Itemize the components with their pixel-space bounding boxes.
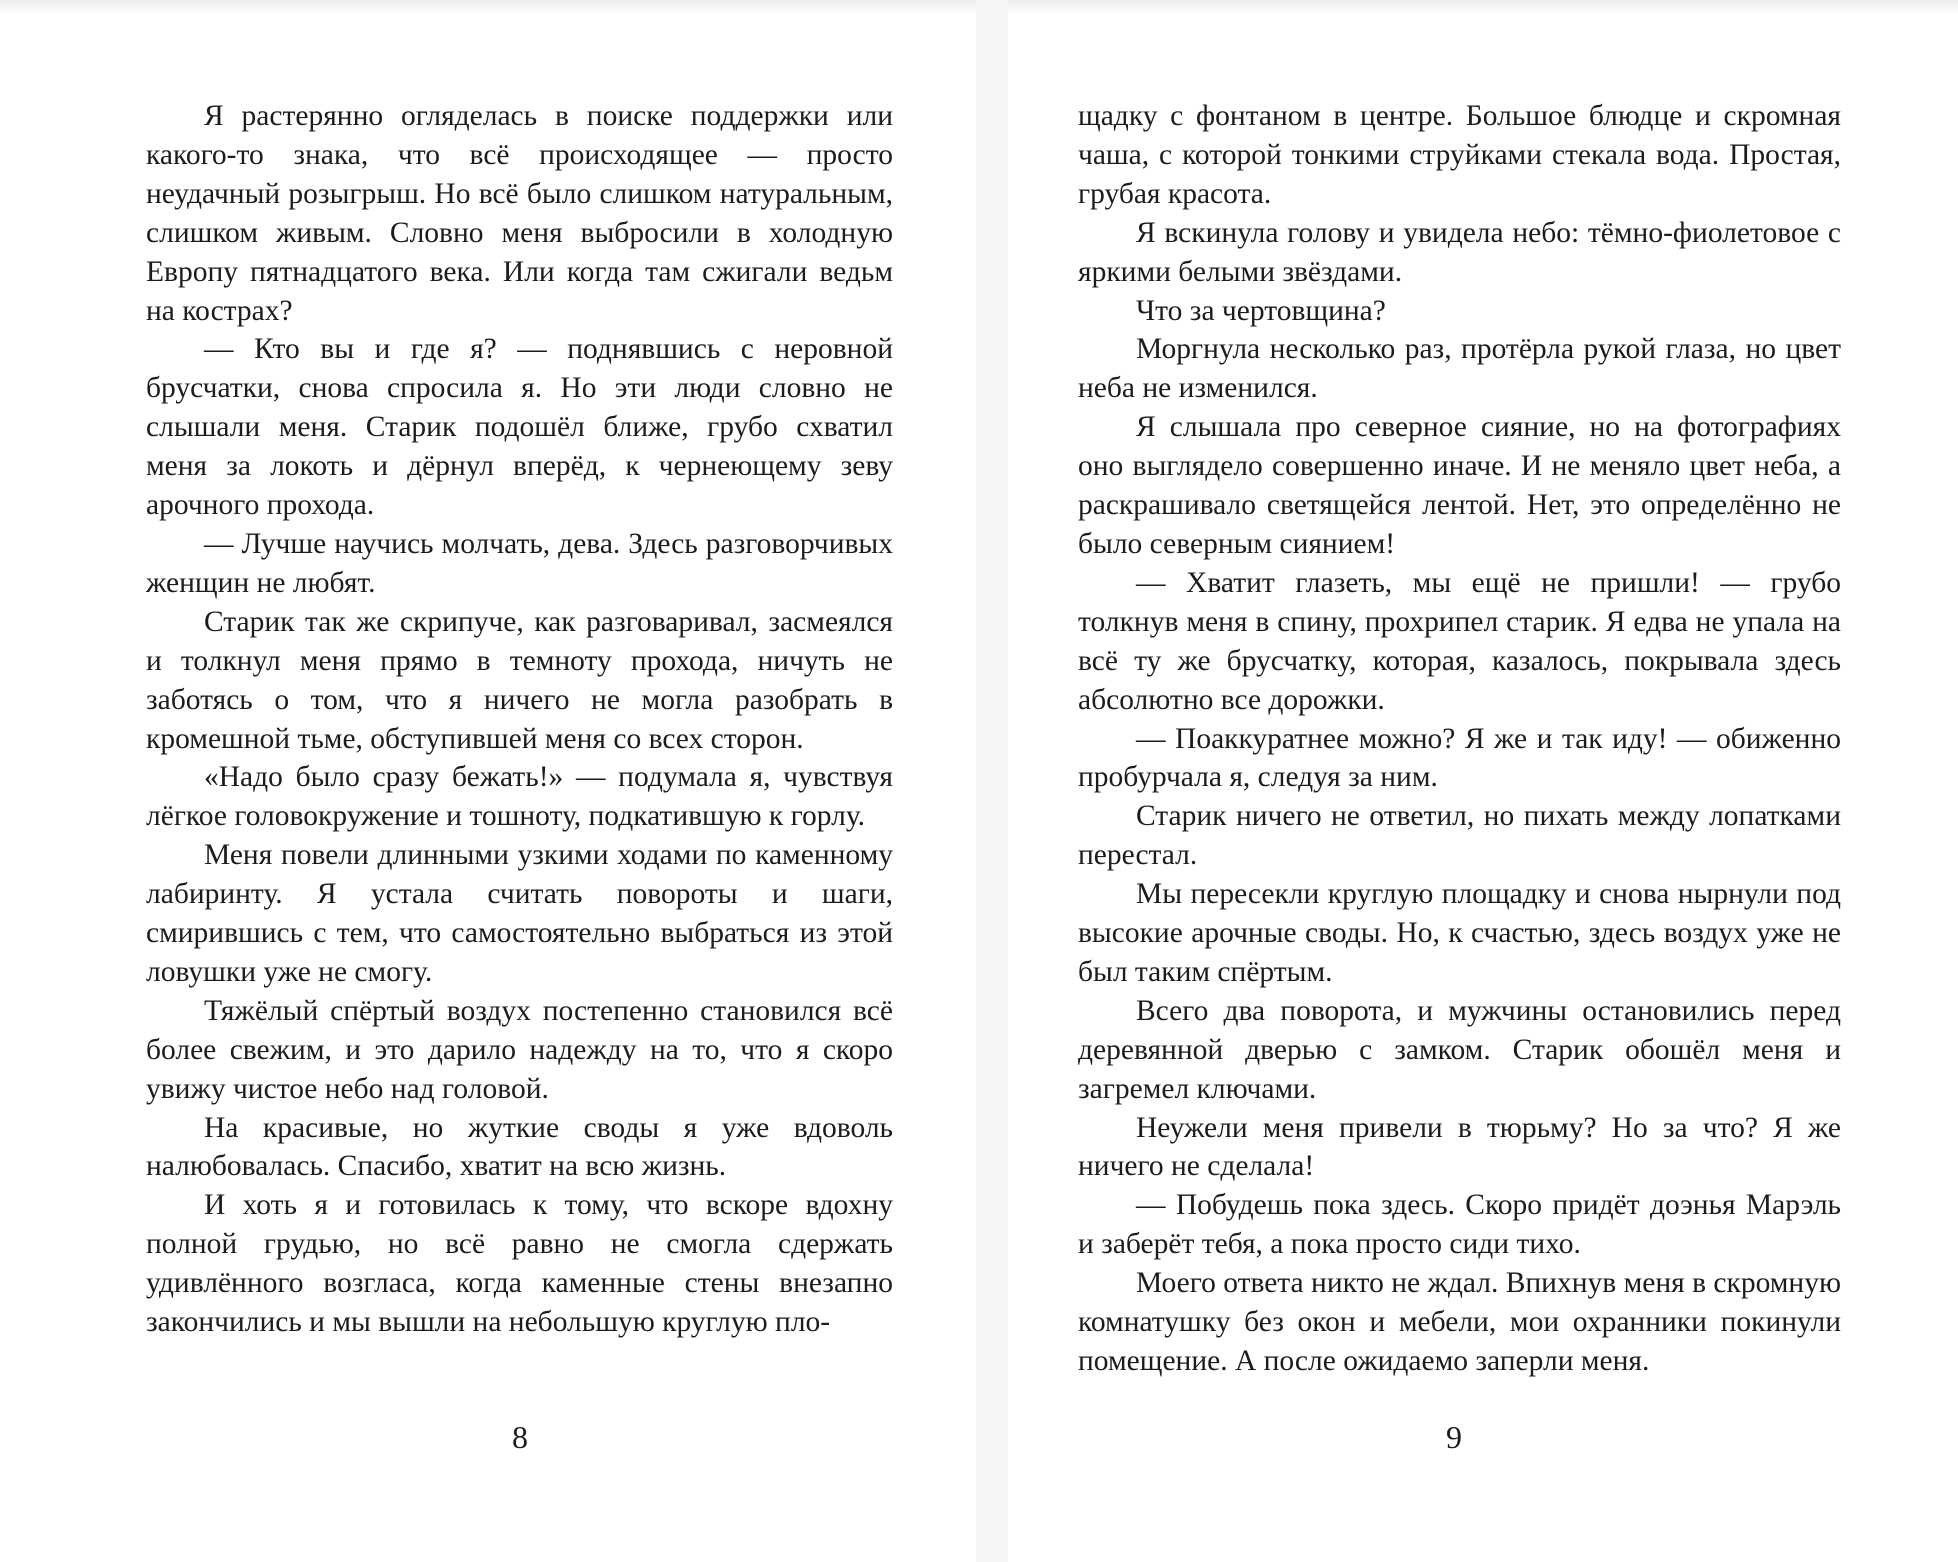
paragraph: И хоть я и готовилась к тому, что вскоре вдохну полной грудью, но всё равно не смогла сдержать удивлённого возгласа, когда каменные стены внезапно закончились и мы вышли на небольшую круглую пло- [146,1189,893,1339]
paragraph: — Лучше научись молчать, дева. Здесь разговорчивых женщин не любят. [146,527,893,599]
page-number: 8 [512,1419,528,1455]
paragraph: Я вскинула голову и увидела небо: тёмно-фиолетовое с яркими белыми звёздами. [1078,216,1841,288]
left-page [0,0,976,1562]
continued-paragraph: щадку с фонтаном в центре. Большое блюдце и скромная чаша, с которой тонкими струйками стекала вода. Простая, грубая красота. [1078,100,1841,210]
paragraph: Что за чертовщина? [1136,294,1386,327]
paragraph: — Кто вы и где я? — поднявшись с неровной брусчатки, снова спросила я. Но эти люди словно не слышали меня. Старик подошёл ближе, грубо схватил меня за локоть и дёрнул вперёд, к чернеющему зеву арочного прохода. [146,333,893,522]
left-page-text [146,97,893,1342]
paragraph: На красивые, но жуткие своды я уже вдоволь налюбовалась. Спасибо, хватит на всю жизнь. [146,1111,893,1183]
paragraph: — Хватит глазеть, мы ещё не пришли! — грубо толкнув меня в спину, прохрипел старик. Я едва не упала на всё ту же брусчатку, которая, казалось, покрывала здесь абсолютно все дорожки. [1078,566,1841,716]
page-edge-shadow [1008,0,1958,14]
right-page [1008,0,1958,1562]
paragraph: «Надо было сразу бежать!» — подумала я, чувствуя лёгкое головокружение и тошноту, подкатившую к горлу. [146,761,893,833]
paragraph: Я слышала про северное сияние, но на фотографиях оно выглядело совершенно иначе. И не меняло цвет неба, а раскрашивало светящейся лентой. Нет, это определённо не было северным сиянием! [1078,411,1841,560]
paragraph: Тяжёлый спёртый воздух постепенно становился всё более свежим, и это дарило надежду на то, что я скоро увижу чистое небо над головой. [146,994,893,1105]
paragraph: Моего ответа никто не ждал. Впихнув меня в скромную комнатушку без окон и мебели, мои охранники покинули помещение. А после ожидаемо заперли меня. [1078,1267,1841,1377]
page-edge-shadow [0,0,976,14]
paragraph: — Побудешь пока здесь. Скоро придёт доэнья Марэль и заберёт тебя, а пока просто сиди тихо. [1078,1189,1841,1261]
paragraph: Старик ничего не ответил, но пихать между лопатками перестал. [1078,800,1841,872]
book-gutter [976,0,1008,1562]
paragraph: Моргнула несколько раз, протёрла рукой глаза, но цвет неба не изменился. [1078,333,1841,405]
paragraph: Всего два поворота, и мужчины остановились перед деревянной дверью с замком. Старик обошёл меня и загремел ключами. [1078,994,1841,1105]
paragraph: Мы пересекли круглую площадку и снова нырнули под высокие арочные своды. Но, к счастью, здесь воздух уже не был таким спёртым. [1078,878,1841,988]
page-number: 9 [1446,1419,1462,1455]
paragraph: Неужели меня привели в тюрьму? Но за что? Я же ничего не сделала! [1078,1111,1841,1183]
right-page-text [1078,97,1841,1381]
paragraph: Старик так же скрипуче, как разговаривал, засмеялся и толкнул меня прямо в темноту прохода, ничуть не заботясь о том, что я ничего не могла разобрать в кромешной тьме, обступившей меня со всех сторон. [146,605,893,755]
paragraph: Меня повели длинными узкими ходами по каменному лабиринту. Я устала считать повороты и шаги, смирившись с тем, что самостоятельно выбраться из этой ловушки уже не смогу. [146,839,893,988]
paragraph: Я растерянно огляделась в поиске поддержки или какого-то знака, что всё происходящее — просто неудачный розыгрыш. Но всё было слишком натуральным, слишком живым. Словно меня выбросили в холодную Европу пятнадцатого века. Или когда там сжигали ведьм на кострах? [146,100,893,327]
paragraph: — Поаккуратнее можно? Я же и так иду! — обиженно пробурчала я, следуя за ним. [1078,722,1841,794]
